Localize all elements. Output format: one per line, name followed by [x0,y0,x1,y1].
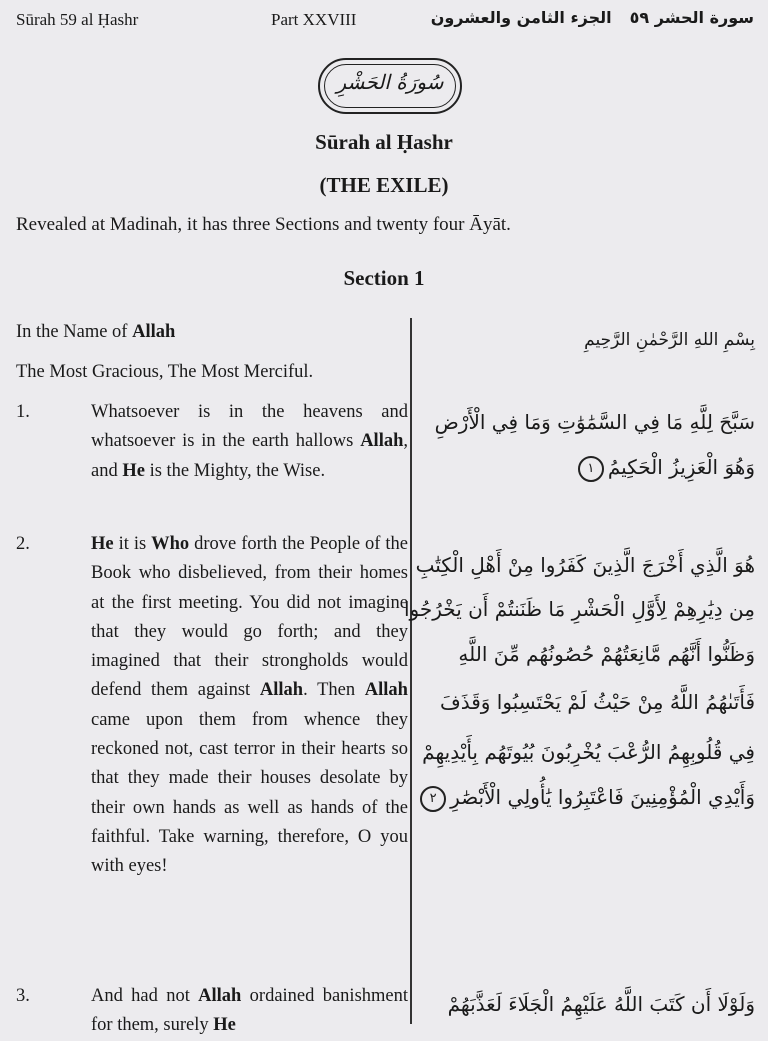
revelation-note: Revealed at Madinah, it has three Sections and twenty four Āyāt. [16,214,511,235]
invocation-prefix: In the Name of [16,322,133,342]
header-arabic-part: الجزء الثامن والعشرون [430,8,612,27]
invocation-allah: Allah [132,322,176,342]
verse-text: He it is Who drove forth the People of the Book who disbelieved, from their homes at the first meeting. You did not imagine that they would go forth; and they imagined that their strongholds would defend them against Allah. Then Allah came upon them from whence they reckoned not, cast terror in their hearts so that they made their houses desolate by their own hands as well as hands of the faithful. Take warning, therefore, O you with eyes! [91,534,409,877]
verse-number: 3. [16,986,30,1006]
arabic-v2-line-5: فِي قُلُوبِهِمُ الرُّعْبَ يُخْرِبُونَ بُيُوتَهُم بِأَيْدِيهِمْ [422,740,755,764]
verse-text: And had not Allah ordained banishment for them, surely He [91,986,409,1036]
arabic-v2-line-4: فَأَتَىٰهُمُ اللَّهُ مِنْ حَيْثُ لَمْ يَحْتَسِبُوا وَقَذَفَ [439,690,755,714]
header-surah-label: Sūrah 59 al Ḥashr [16,10,139,29]
column-divider [410,318,412,1024]
arabic-v2-line-2: مِن دِيَٰرِهِمْ لِأَوَّلِ الْحَشْرِ مَا ظَنَنتُمْ أَن يَخْرُجُوا [404,597,755,621]
ayah-marker: ٢ [420,786,446,812]
surah-subtitle: (THE EXILE) [319,173,449,197]
verse-number: 2. [16,534,30,554]
invocation-line-2: The Most Gracious, The Most Merciful. [16,362,314,382]
ayah-marker: ١ [578,456,604,482]
arabic-column [404,0,755,1024]
header-arabic-surah: سورة الحشر ٥٩ [629,8,754,27]
arabic-v1-line-2: وَهُوَ الْعَزِيزُ الْحَكِيمُ١ [578,455,755,482]
verse-number: 1. [16,402,30,422]
surah-title: Sūrah al Ḥashr [315,130,453,154]
verse-text: Whatsoever is in the heavens and whatsoever is in the earth hallows Allah, and He is the Mighty, the Wise. [91,402,408,481]
arabic-v2-line-6: وَأَيْدِي الْمُؤْمِنِينَ فَاعْتَبِرُوا يَٰأُولِي الْأَبْصَٰرِ٢ [420,785,755,812]
arabic-v3-line-1: وَلَوْلَا أَن كَتَبَ اللَّهُ عَلَيْهِمُ الْجَلَاءَ لَعَذَّبَهُمْ [447,992,755,1016]
cartouche-arabic-title: سُورَةُ الحَشْرِ [336,70,444,94]
arabic-v2-line-3: وَظَنُّوا أَنَّهُم مَّانِعَتُهُمْ حُصُونُهُم مِّنَ اللَّهِ [458,642,755,666]
section-heading: Section 1 [343,266,425,290]
invocation-line-1 [16,318,175,347]
arabic-basmala: بِسْمِ اللهِ الرَّحْمٰنِ الرَّحِيمِ [584,330,755,350]
header-part-label: Part XXVIII [271,10,357,29]
arabic-v1-line-1: سَبَّحَ لِلَّهِ مَا فِي السَّمَٰوَٰتِ وَمَا فِي الْأَرْضِ [434,410,755,434]
arabic-v2-line-1: هُوَ الَّذِي أَخْرَجَ الَّذِينَ كَفَرُوا مِنْ أَهْلِ الْكِتَٰبِ [415,553,755,577]
